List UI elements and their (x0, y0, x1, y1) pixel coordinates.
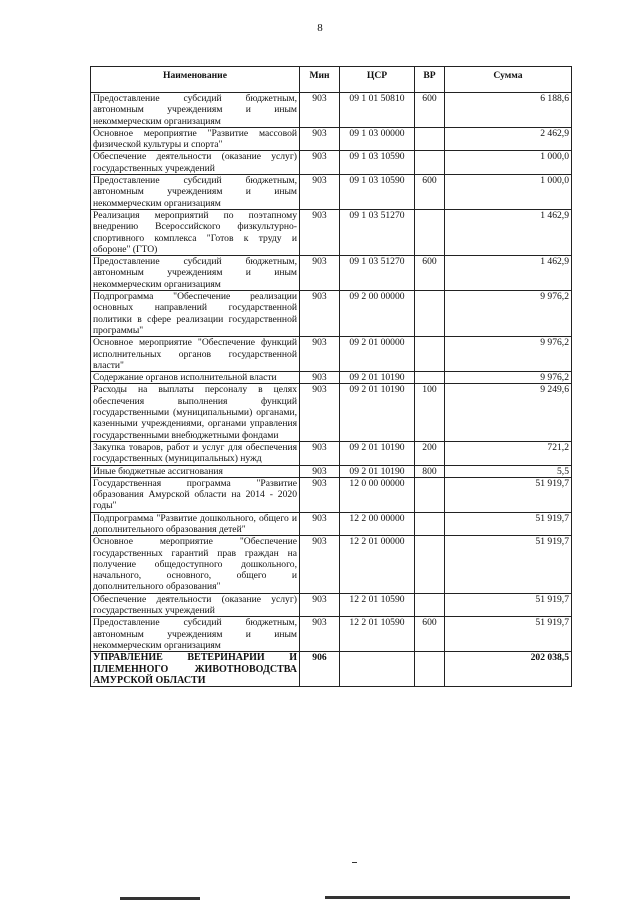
cell-name: Предоставление субсидий бюджетным, автономным учреждениям и иным некоммерческим организациям (91, 93, 300, 128)
cell-min: 903 (300, 209, 340, 255)
cell-vr (415, 536, 445, 593)
cell-csr: 09 1 03 10590 (340, 175, 415, 210)
cell-min: 903 (300, 127, 340, 151)
table-row (91, 593, 572, 617)
cell-vr (415, 593, 445, 617)
cell-sum: 1 000,0 (445, 151, 572, 175)
cell-min: 903 (300, 93, 340, 128)
cell-name: УПРАВЛЕНИЕ ВЕТЕРИНАРИИ И ПЛЕМЕННОГО ЖИВОТНОВОДСТВА АМУРСКОЙ ОБЛАСТИ (91, 652, 300, 687)
cell-vr: 600 (415, 175, 445, 210)
scan-mark (352, 862, 357, 863)
cell-sum: 202 038,5 (445, 652, 572, 687)
cell-vr: 600 (415, 617, 445, 652)
header-row (91, 67, 572, 93)
cell-name: Иные бюджетные ассигнования (91, 465, 300, 477)
cell-name: Основное мероприятие "Обеспечение государственных гарантий прав граждан на получение общедоступного дошкольного, начального, основного, общего и дополнительного образования" (91, 536, 300, 593)
cell-sum: 6 188,6 (445, 93, 572, 128)
cell-min: 903 (300, 617, 340, 652)
cell-csr: 12 0 00 00000 (340, 477, 415, 512)
table-row (91, 93, 572, 128)
cell-min: 903 (300, 175, 340, 210)
cell-csr: 12 2 01 10590 (340, 617, 415, 652)
cell-name: Обеспечение деятельности (оказание услуг) государственных учреждений (91, 593, 300, 617)
table-row (91, 477, 572, 512)
cell-sum: 1 462,9 (445, 256, 572, 291)
cell-name: Подпрограмма "Развитие дошкольного, общего и дополнительного образования детей" (91, 512, 300, 536)
cell-csr: 09 2 01 10190 (340, 372, 415, 384)
cell-sum: 5,5 (445, 465, 572, 477)
cell-vr: 200 (415, 441, 445, 465)
cell-csr: 12 2 01 00000 (340, 536, 415, 593)
cell-name: Обеспечение деятельности (оказание услуг) государственных учреждений (91, 151, 300, 175)
cell-min: 903 (300, 337, 340, 372)
cell-min: 903 (300, 151, 340, 175)
table-row (91, 256, 572, 291)
cell-name: Подпрограмма "Обеспечение реализации основных направлений государственной политики в сфере реализации государственной программы" (91, 291, 300, 337)
header-name: Наименование (91, 67, 300, 93)
cell-sum: 9 976,2 (445, 291, 572, 337)
cell-csr: 12 2 01 10590 (340, 593, 415, 617)
cell-sum: 1 462,9 (445, 209, 572, 255)
header-min: Мин (300, 67, 340, 93)
cell-sum: 721,2 (445, 441, 572, 465)
cell-csr: 09 1 03 00000 (340, 127, 415, 151)
table-body (91, 93, 572, 687)
table-row (91, 127, 572, 151)
cell-sum: 9 249,6 (445, 384, 572, 441)
table-row (91, 512, 572, 536)
cell-csr: 09 2 01 10190 (340, 465, 415, 477)
header-vr: ВР (415, 67, 445, 93)
cell-sum: 51 919,7 (445, 536, 572, 593)
table-row (91, 151, 572, 175)
cell-csr: 09 2 01 00000 (340, 337, 415, 372)
cell-sum: 9 976,2 (445, 337, 572, 372)
cell-min: 903 (300, 593, 340, 617)
cell-min: 906 (300, 652, 340, 687)
cell-vr (415, 337, 445, 372)
cell-csr (340, 652, 415, 687)
cell-name: Предоставление субсидий бюджетным, автономным учреждениям и иным некоммерческим организациям (91, 175, 300, 210)
cell-name: Предоставление субсидий бюджетным, автономным учреждениям и иным некоммерческим организациям (91, 256, 300, 291)
cell-sum: 51 919,7 (445, 593, 572, 617)
cell-csr: 09 1 03 51270 (340, 256, 415, 291)
cell-vr (415, 652, 445, 687)
cell-csr: 09 2 00 00000 (340, 291, 415, 337)
cell-sum: 2 462,9 (445, 127, 572, 151)
cell-vr (415, 209, 445, 255)
cell-name: Основное мероприятие "Обеспечение функций исполнительных органов государственной власти" (91, 337, 300, 372)
cell-min: 903 (300, 372, 340, 384)
cell-name: Расходы на выплаты персоналу в целях обеспечения выполнения функций государственными (муниципальными) органами, казенными учреждениями, органами управления государственными внебюджетными фондами (91, 384, 300, 441)
cell-min: 903 (300, 384, 340, 441)
header-csr: ЦСР (340, 67, 415, 93)
cell-csr: 09 2 01 10190 (340, 384, 415, 441)
cell-name: Основное мероприятие "Развитие массовой физической культуры и спорта" (91, 127, 300, 151)
budget-table (90, 66, 572, 687)
cell-sum: 51 919,7 (445, 617, 572, 652)
cell-vr (415, 291, 445, 337)
cell-vr: 100 (415, 384, 445, 441)
cell-name: Предоставление субсидий бюджетным, автономным учреждениям и иным некоммерческим организациям (91, 617, 300, 652)
cell-csr: 09 1 03 10590 (340, 151, 415, 175)
table-row (91, 617, 572, 652)
cell-name: Государственная программа "Развитие образования Амурской области на 2014 - 2020 годы" (91, 477, 300, 512)
cell-vr: 600 (415, 256, 445, 291)
cell-vr: 600 (415, 93, 445, 128)
cell-min: 903 (300, 256, 340, 291)
table-row (91, 384, 572, 441)
table-row (91, 175, 572, 210)
cell-vr (415, 477, 445, 512)
page-number: 8 (317, 22, 323, 34)
table-row (91, 337, 572, 372)
cell-sum: 9 976,2 (445, 372, 572, 384)
table-row (91, 441, 572, 465)
table-row (91, 652, 572, 687)
table-header (91, 67, 572, 93)
cell-name: Содержание органов исполнительной власти (91, 372, 300, 384)
cell-min: 903 (300, 512, 340, 536)
cell-vr: 800 (415, 465, 445, 477)
cell-vr (415, 512, 445, 536)
cell-sum: 51 919,7 (445, 512, 572, 536)
table-row (91, 465, 572, 477)
scan-mark (120, 897, 200, 900)
table-row (91, 536, 572, 593)
cell-name: Закупка товаров, работ и услуг для обеспечения государственных (муниципальных) нужд (91, 441, 300, 465)
table-row (91, 291, 572, 337)
table-row (91, 209, 572, 255)
cell-min: 903 (300, 441, 340, 465)
cell-vr (415, 127, 445, 151)
cell-csr: 09 1 03 51270 (340, 209, 415, 255)
cell-min: 903 (300, 536, 340, 593)
cell-min: 903 (300, 465, 340, 477)
cell-name: Реализация мероприятий по поэтапному внедрению Всероссийского физкультурно-спортивного комплекса "Готов к труду и обороне" (ГТО) (91, 209, 300, 255)
cell-min: 903 (300, 477, 340, 512)
cell-sum: 1 000,0 (445, 175, 572, 210)
cell-min: 903 (300, 291, 340, 337)
header-sum: Сумма (445, 67, 572, 93)
cell-csr: 09 1 01 50810 (340, 93, 415, 128)
cell-csr: 12 2 00 00000 (340, 512, 415, 536)
cell-vr (415, 151, 445, 175)
scan-mark (325, 896, 570, 899)
table-row (91, 372, 572, 384)
cell-sum: 51 919,7 (445, 477, 572, 512)
cell-vr (415, 372, 445, 384)
cell-csr: 09 2 01 10190 (340, 441, 415, 465)
